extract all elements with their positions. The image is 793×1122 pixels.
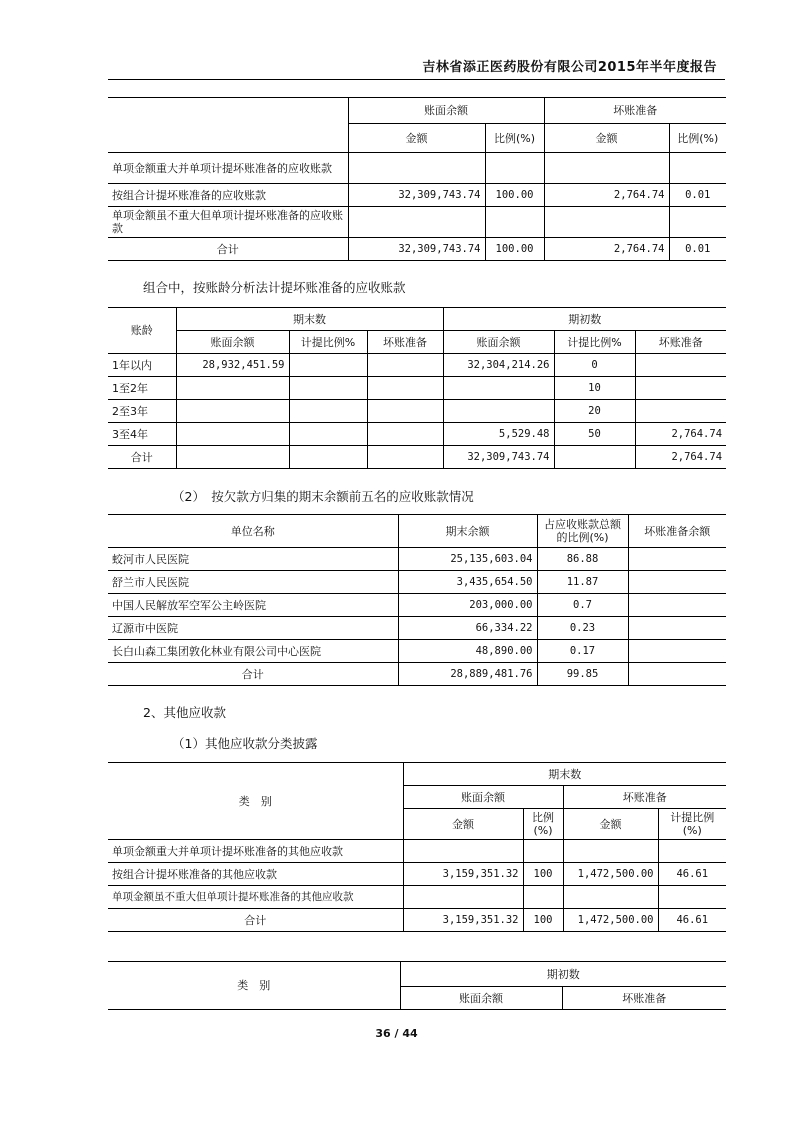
- cell-end: 203,000.00: [398, 594, 537, 617]
- cell-rate: 46.61: [658, 863, 726, 886]
- cell-end-bad: [367, 400, 443, 423]
- table-row: [108, 153, 726, 184]
- table3-header-end: 期末余额: [398, 515, 537, 548]
- cell-end-balance: [176, 377, 289, 400]
- other-receivables-table: [108, 762, 726, 932]
- cell-ratio: 100: [523, 909, 563, 932]
- receivables-classification-table: [108, 97, 726, 261]
- table-row: [108, 640, 726, 663]
- cell-end-rate: [289, 446, 367, 469]
- row-label: 单项金额重大并单项计提坏账准备的其他应收款: [108, 840, 403, 863]
- cell-begin-rate: 0: [554, 354, 635, 377]
- cell-pct: 0.7: [537, 594, 628, 617]
- page-number: 36 / 44: [375, 1027, 418, 1040]
- cell-end-balance: [176, 423, 289, 446]
- cell-bad: [628, 640, 726, 663]
- cell-ratio: 100.00: [485, 238, 544, 261]
- cell-bad: [628, 617, 726, 640]
- cell-bad: 1,472,500.00: [563, 863, 658, 886]
- cell-bad-ratio: 0.01: [669, 238, 726, 261]
- cell-end-rate: [289, 423, 367, 446]
- cell-end-rate: [289, 377, 367, 400]
- table-row: [108, 840, 726, 863]
- cell-end-bad: [367, 354, 443, 377]
- section-other-subtitle: （1）其他应收款分类披露: [172, 736, 318, 751]
- cell-begin-bad: [635, 354, 726, 377]
- table5-header-bad: 坏账准备: [562, 987, 726, 1010]
- table4-header-amount2: 金额: [563, 809, 658, 840]
- section-top5-title: （2） 按欠款方归集的期末余额前五名的应收账款情况: [172, 489, 474, 504]
- table4-header-end: 期末数: [403, 763, 726, 786]
- table-row: [108, 617, 726, 640]
- cell-end: 48,890.00: [398, 640, 537, 663]
- row-label: 单项金额虽不重大但单项计提坏账准备的应收账款: [108, 207, 348, 238]
- cell-rate: 46.61: [658, 909, 726, 932]
- cell-bad: 2,764.74: [544, 238, 669, 261]
- cell-amount: 3,159,351.32: [403, 909, 523, 932]
- cell-begin-bad: 2,764.74: [635, 446, 726, 469]
- cell-amount: [403, 840, 523, 863]
- cell-begin-rate: 10: [554, 377, 635, 400]
- table2-header-rate2: 计提比例%: [554, 331, 635, 354]
- cell-unit: 中国人民解放军空军公主岭医院: [108, 594, 398, 617]
- table-row: [108, 548, 726, 571]
- table1-header-amount: 金额: [348, 124, 485, 153]
- cell-rate: [658, 840, 726, 863]
- table5-header-balance: 账面余额: [400, 987, 562, 1010]
- cell-pct: 86.88: [537, 548, 628, 571]
- cell-bad: [628, 548, 726, 571]
- table2-header-balance2: 账面余额: [443, 331, 554, 354]
- cell-age: 1至2年: [108, 377, 176, 400]
- report-header: 吉林省添正医药股份有限公司2015年半年度报告: [422, 60, 717, 75]
- cell-end-balance: [176, 400, 289, 423]
- cell-pct: 99.85: [537, 663, 628, 686]
- cell-end: 66,334.22: [398, 617, 537, 640]
- table1-header-ratio: 比例(%): [485, 124, 544, 153]
- table1-corner: [108, 98, 348, 153]
- cell-bad-ratio: [669, 153, 726, 184]
- cell-ratio: [485, 153, 544, 184]
- cell-ratio: 100.00: [485, 184, 544, 207]
- cell-bad: [544, 207, 669, 238]
- cell-pct: 0.17: [537, 640, 628, 663]
- table2-header-balance: 账面余额: [176, 331, 289, 354]
- table2-header-age: 账龄: [108, 308, 176, 354]
- table3-header-bad: 坏账准备余额: [628, 515, 726, 548]
- cell-end-rate: [289, 354, 367, 377]
- cell-begin-balance: [443, 400, 554, 423]
- cell-ratio: [523, 886, 563, 909]
- table-row: [108, 594, 726, 617]
- cell-unit: 蛟河市人民医院: [108, 548, 398, 571]
- cell-end: 25,135,603.04: [398, 548, 537, 571]
- cell-end-bad: [367, 446, 443, 469]
- cell-bad: [563, 840, 658, 863]
- header-rule: [108, 79, 725, 80]
- cell-end: 3,435,654.50: [398, 571, 537, 594]
- cell-end-bad: [367, 377, 443, 400]
- table5-header-begin: 期初数: [400, 962, 726, 987]
- table4-header-balance: 账面余额: [403, 786, 563, 809]
- table-row: [108, 571, 726, 594]
- section-other-title: 2、其他应收款: [143, 705, 226, 720]
- row-label: 单项金额虽不重大但单项计提坏账准备的其他应收款: [108, 886, 403, 909]
- cell-age: 3至4年: [108, 423, 176, 446]
- table-row-total: [108, 663, 726, 686]
- cell-begin-bad: [635, 377, 726, 400]
- row-label: 合计: [108, 909, 403, 932]
- cell-rate: [658, 886, 726, 909]
- row-label: 单项金额重大并单项计提坏账准备的应收账款: [108, 153, 348, 184]
- table-row: [108, 423, 726, 446]
- other-receivables-begin-table: [108, 961, 726, 1010]
- cell-ratio: 100: [523, 863, 563, 886]
- cell-ratio: [523, 840, 563, 863]
- table4-header-rate: 计提比例(%): [658, 809, 726, 840]
- cell-begin-rate: 20: [554, 400, 635, 423]
- cell-amount: [403, 886, 523, 909]
- table-row-total: [108, 238, 726, 261]
- cell-bad-ratio: 0.01: [669, 184, 726, 207]
- cell-end: 28,889,481.76: [398, 663, 537, 686]
- cell-end-balance: 28,932,451.59: [176, 354, 289, 377]
- cell-amount: [348, 153, 485, 184]
- cell-pct: 11.87: [537, 571, 628, 594]
- table-row: [108, 184, 726, 207]
- table-row: [108, 863, 726, 886]
- aging-analysis-table: [108, 307, 726, 469]
- cell-amount: [348, 207, 485, 238]
- table4-header-ratio: 比例(%): [523, 809, 563, 840]
- cell-begin-bad: [635, 400, 726, 423]
- cell-unit: 舒兰市人民医院: [108, 571, 398, 594]
- cell-bad: [628, 663, 726, 686]
- table-row: [108, 377, 726, 400]
- table4-header-type: 类 别: [108, 763, 403, 840]
- table1-header-balance: 账面余额: [348, 98, 544, 124]
- cell-unit: 辽源市中医院: [108, 617, 398, 640]
- table2-header-begin: 期初数: [443, 308, 726, 331]
- cell-bad: 2,764.74: [544, 184, 669, 207]
- cell-begin-balance: 5,529.48: [443, 423, 554, 446]
- table2-header-bad2: 坏账准备: [635, 331, 726, 354]
- cell-begin-rate: 50: [554, 423, 635, 446]
- cell-age: 2至3年: [108, 400, 176, 423]
- cell-bad: [628, 571, 726, 594]
- cell-begin-balance: 32,304,214.26: [443, 354, 554, 377]
- cell-amount: 32,309,743.74: [348, 184, 485, 207]
- table3-header-unit: 单位名称: [108, 515, 398, 548]
- row-label: 按组合计提坏账准备的其他应收款: [108, 863, 403, 886]
- cell-begin-balance: 32,309,743.74: [443, 446, 554, 469]
- table-row: [108, 207, 726, 238]
- table1-header-bad: 坏账准备: [544, 98, 726, 124]
- cell-bad: [544, 153, 669, 184]
- cell-age: 合计: [108, 446, 176, 469]
- cell-age: 1年以内: [108, 354, 176, 377]
- cell-pct: 0.23: [537, 617, 628, 640]
- table1-header-ratio2: 比例(%): [669, 124, 726, 153]
- table-row-total: [108, 446, 726, 469]
- cell-begin-bad: 2,764.74: [635, 423, 726, 446]
- cell-amount: 32,309,743.74: [348, 238, 485, 261]
- cell-unit: 合计: [108, 663, 398, 686]
- row-label: 按组合计提坏账准备的应收账款: [108, 184, 348, 207]
- cell-bad: 1,472,500.00: [563, 909, 658, 932]
- cell-end-balance: [176, 446, 289, 469]
- table1-header-amount2: 金额: [544, 124, 669, 153]
- cell-end-bad: [367, 423, 443, 446]
- table2-header-bad: 坏账准备: [367, 331, 443, 354]
- table-row: [108, 886, 726, 909]
- table2-header-rate: 计提比例%: [289, 331, 367, 354]
- table-row: [108, 354, 726, 377]
- row-label: 合计: [108, 238, 348, 261]
- cell-ratio: [485, 207, 544, 238]
- table3-header-pct: 占应收账款总额的比例(%): [537, 515, 628, 548]
- cell-bad-ratio: [669, 207, 726, 238]
- table2-header-end: 期末数: [176, 308, 443, 331]
- table-row: [108, 400, 726, 423]
- cell-end-rate: [289, 400, 367, 423]
- cell-bad: [628, 594, 726, 617]
- table4-header-bad: 坏账准备: [563, 786, 726, 809]
- table5-header-type: 类 别: [108, 962, 400, 1010]
- cell-begin-rate: [554, 446, 635, 469]
- top5-debtors-table: [108, 514, 726, 686]
- cell-begin-balance: [443, 377, 554, 400]
- table4-header-amount: 金额: [403, 809, 523, 840]
- table-row-total: [108, 909, 726, 932]
- section-aging-title: 组合中，按账龄分析法计提坏账准备的应收账款: [143, 280, 406, 295]
- cell-unit: 长白山森工集团敦化林业有限公司中心医院: [108, 640, 398, 663]
- cell-bad: [563, 886, 658, 909]
- cell-amount: 3,159,351.32: [403, 863, 523, 886]
